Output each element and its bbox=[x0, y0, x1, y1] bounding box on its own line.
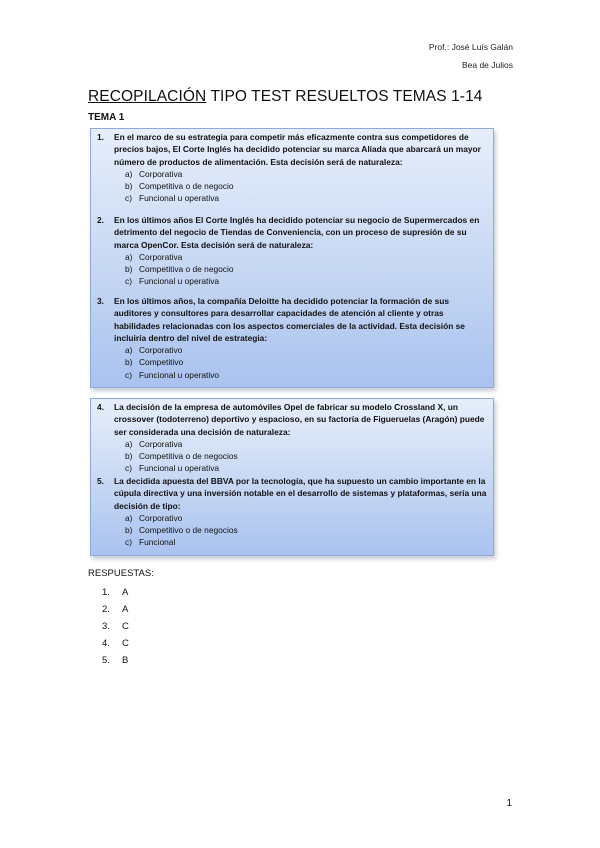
option-a bbox=[125, 344, 487, 356]
option-b bbox=[125, 524, 487, 536]
option-letter: b) bbox=[125, 264, 133, 275]
option-b bbox=[125, 263, 487, 275]
option-letter: b) bbox=[125, 181, 133, 192]
option-a bbox=[125, 438, 487, 450]
option-letter: c) bbox=[125, 369, 132, 380]
option-a bbox=[125, 251, 487, 263]
option-text: Corporativo bbox=[139, 512, 183, 523]
title-underlined: RECOPILACIÓN bbox=[88, 88, 207, 105]
option-c bbox=[125, 369, 487, 381]
option-text: Corporativa bbox=[139, 168, 183, 179]
page-number: 1 bbox=[506, 798, 512, 809]
section-label: TEMA 1 bbox=[88, 112, 125, 123]
answer-value: C bbox=[122, 621, 129, 632]
question-box-1 bbox=[90, 128, 494, 388]
question-stem: La decisión de la empresa de automóviles Opel de fabricar su modelo Crossland X, un crossover (todoterreno) deportivo y espacioso, en su factoría de Figueruelas (Aragón) puede ser considerada una decisión de naturaleza: bbox=[114, 402, 485, 437]
question-number: 3. bbox=[97, 296, 104, 306]
option-text: Competitiva o de negocio bbox=[139, 181, 234, 192]
question-number: 1. bbox=[97, 132, 104, 142]
question-stem: En los últimos años El Corte Inglés ha decidido potenciar su negocio de Supermercados en detrimento del negocio de Tiendas de Conveniencia, con un proceso de supresión de su marca OpenCor. Esta decisión será de naturaleza: bbox=[114, 215, 480, 250]
option-text: Funcional u operativa bbox=[139, 463, 220, 474]
option-text: Competitivo o de negocios bbox=[139, 525, 238, 536]
option-text: Funcional u operativo bbox=[139, 369, 220, 380]
author-student: Bea de Julios bbox=[461, 60, 513, 70]
page-header bbox=[429, 38, 513, 74]
options-list bbox=[125, 512, 487, 549]
option-text: Corporativa bbox=[139, 438, 183, 449]
options-list bbox=[125, 344, 487, 381]
answer-item bbox=[102, 618, 129, 635]
answer-number: 1. bbox=[102, 587, 110, 598]
answer-number: 3. bbox=[102, 621, 110, 632]
option-letter: c) bbox=[125, 463, 132, 474]
option-a bbox=[125, 512, 487, 524]
question-number: 2. bbox=[97, 215, 104, 225]
question-4 bbox=[97, 401, 487, 475]
option-c bbox=[125, 536, 487, 548]
title-rest: TIPO TEST RESUELTOS TEMAS 1-14 bbox=[206, 88, 483, 105]
page-title bbox=[88, 88, 483, 106]
question-1 bbox=[97, 131, 487, 205]
option-letter: c) bbox=[125, 193, 132, 204]
option-c bbox=[125, 462, 487, 474]
question-stem: En el marco de su estrategia para competir más eficazmente contra sus competidores de precios bajos, El Corte Inglés ha decidido potenciar su marca Aliada que abarcará un mayor número de productos de alimentación. Esta decisión será de naturaleza: bbox=[114, 132, 481, 167]
option-a bbox=[125, 168, 487, 180]
answer-item bbox=[102, 635, 129, 652]
answers-heading: RESPUESTAS: bbox=[88, 568, 154, 579]
option-b bbox=[125, 450, 487, 462]
option-letter: a) bbox=[125, 438, 133, 449]
option-text: Funcional bbox=[139, 537, 176, 548]
answer-number: 4. bbox=[102, 638, 110, 649]
answer-value: C bbox=[122, 638, 129, 649]
answer-item bbox=[102, 584, 129, 601]
answer-item bbox=[102, 601, 129, 618]
option-letter: b) bbox=[125, 525, 133, 536]
answer-number: 2. bbox=[102, 604, 110, 615]
option-c bbox=[125, 275, 487, 287]
option-letter: b) bbox=[125, 451, 133, 462]
option-b bbox=[125, 356, 487, 368]
option-text: Funcional u operativa bbox=[139, 193, 220, 204]
answer-value: A bbox=[122, 587, 129, 598]
question-number: 4. bbox=[97, 402, 104, 412]
question-stem: La decidida apuesta del BBVA por la tecnología, que ha supuesto un cambio importante en la cúpula directiva y una inversión notable en el desarrollo de sistemas y plataformas, sería una decisión de tipo: bbox=[114, 476, 487, 511]
option-text: Competitiva o de negocio bbox=[139, 264, 234, 275]
options-list bbox=[125, 168, 487, 205]
answer-item bbox=[102, 652, 129, 669]
question-number: 5. bbox=[97, 476, 104, 486]
option-text: Corporativo bbox=[139, 345, 183, 356]
author-professor: Prof.: José Luís Galán bbox=[428, 42, 513, 52]
option-b bbox=[125, 180, 487, 192]
answers-list bbox=[102, 584, 129, 669]
option-c bbox=[125, 192, 487, 204]
question-box-2 bbox=[90, 398, 494, 556]
answer-value: B bbox=[122, 655, 129, 666]
option-letter: a) bbox=[125, 168, 133, 179]
options-list bbox=[125, 251, 487, 288]
options-list bbox=[125, 438, 487, 475]
question-2 bbox=[97, 214, 487, 288]
answer-value: A bbox=[122, 604, 129, 615]
option-letter: a) bbox=[125, 345, 133, 356]
option-text: Corporativa bbox=[139, 251, 183, 262]
option-letter: c) bbox=[125, 537, 132, 548]
option-letter: b) bbox=[125, 357, 133, 368]
option-letter: a) bbox=[125, 251, 133, 262]
option-letter: c) bbox=[125, 276, 132, 287]
question-3 bbox=[97, 295, 487, 381]
option-letter: a) bbox=[125, 512, 133, 523]
question-stem: En los últimos años, la compañía Deloitte ha decidido potenciar la formación de sus auditores y consultores para desarrollar capacidades de atención al cliente y otras habilidades relacionadas con los aspectos comerciales de la actividad. Esta decisión se incluiría dentro del nivel de estrategia: bbox=[114, 296, 465, 343]
answer-number: 5. bbox=[102, 655, 110, 666]
question-5 bbox=[97, 475, 487, 549]
option-text: Funcional u operativa bbox=[139, 276, 220, 287]
option-text: Competitiva o de negocios bbox=[139, 451, 238, 462]
option-text: Competitivo bbox=[139, 357, 184, 368]
